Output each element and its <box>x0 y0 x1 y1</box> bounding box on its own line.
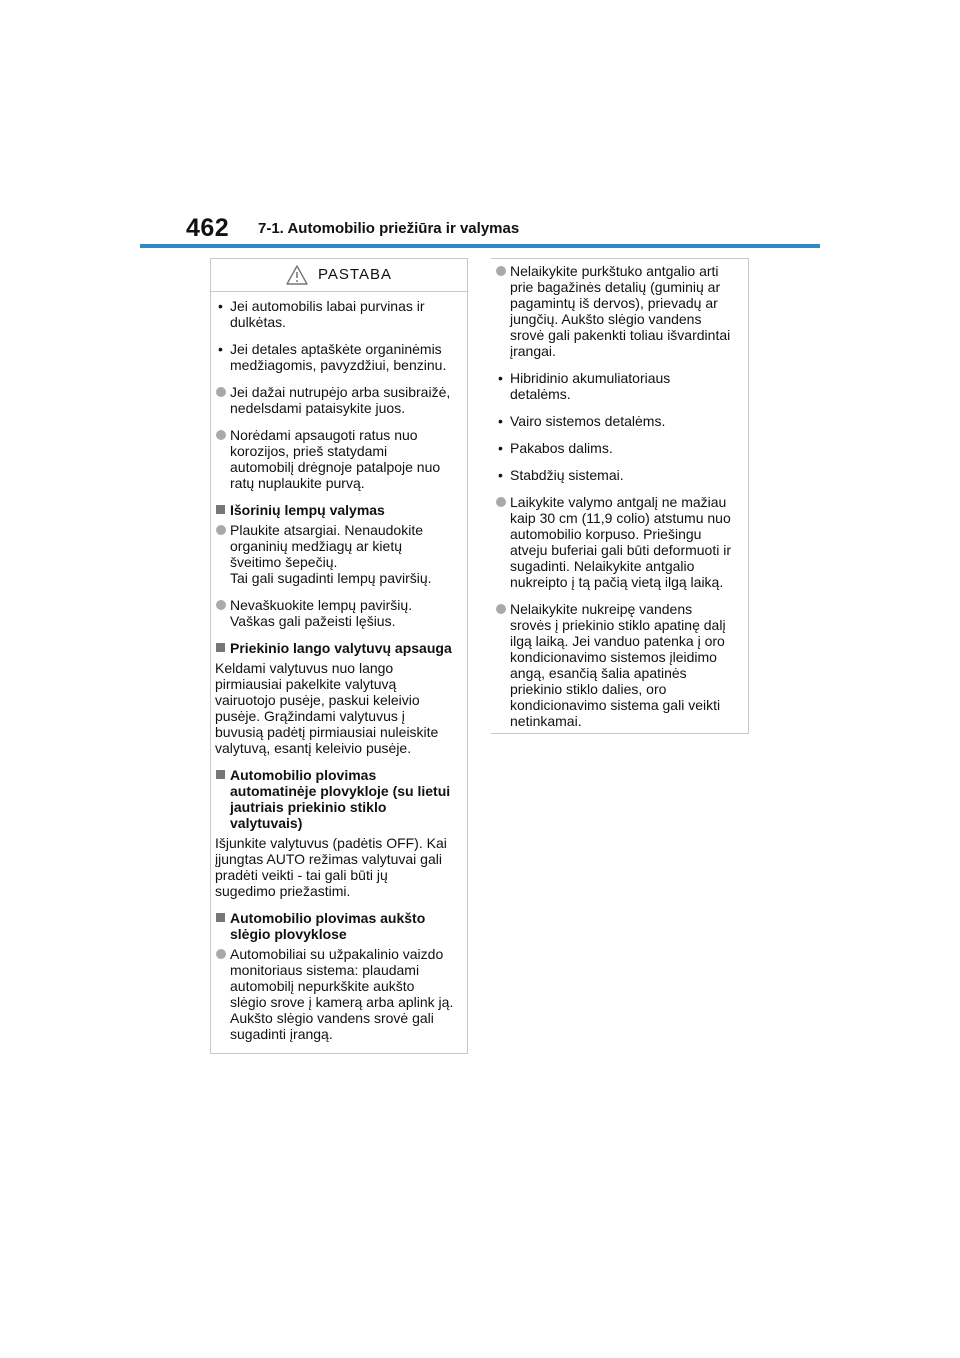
caution-box <box>210 258 468 1054</box>
subheading: Automobilio plovimas automatinėje plovykloje (su lietui jautriais priekinio stiklo valytuvais) <box>215 767 463 831</box>
dot-item: Jei dažai nutrupėjo arba susibraižė, nedelsdami pataisykite juos. <box>215 384 463 416</box>
dot-item: Nevaškuokite lempų paviršių. Vaškas gali pažeisti lęšius. <box>215 597 463 629</box>
caution-box-continued <box>491 258 749 734</box>
caution-body-left <box>211 292 467 1042</box>
caution-body-right <box>491 259 748 729</box>
caution-title: PASTABA <box>318 266 392 283</box>
page-number: 462 <box>186 214 230 242</box>
dot-item: Laikykite valymo antgalį ne mažiau kaip 30 cm (11,9 colio) atstumu nuo automobilio korpuso. Priešingu atveju buferiai gali būti deformuoti ir sugadinti. Nelaikykite antgalio nukreipto į tą pačią vietą ilgą laiką. <box>495 494 744 590</box>
dot-item: Automobiliai su užpakalinio vaizdo monitoriaus sistema: plaudami automobilį nepurkškite aukšto slėgio srove į kamerą arba aplink ją. Aukšto slėgio vandens srovė gali sugadinti įrangą. <box>215 946 463 1042</box>
header-rule <box>140 244 820 248</box>
dot-item: Norėdami apsaugoti ratus nuo korozijos, prieš statydami automobilį drėgnoje patalpoje nuo ratų nuplaukite purvą. <box>215 427 463 491</box>
bullet-item: • Vairo sistemos detalėms. <box>495 413 744 429</box>
bullet-item: • Jei automobilis labai purvinas ir dulkėtas. <box>215 298 463 330</box>
caution-header <box>211 259 467 292</box>
paragraph: Keldami valytuvus nuo lango pirmiausiai pakelkite valytuvą vairuotojo pusėje, paskui keleivio pusėje. Grąžindami valytuvus į buvusią padėtį pirmiausiai nuleiskite valytuvą, esantį keleivio pusėje. <box>215 660 439 756</box>
dot-item: Nelaikykite nukreipę vandens srovės į priekinio stiklo apatinę dalį ilgą laiką. Jei vanduo patenka į oro kondicionavimo sistemos įleidimo angą, esančią šalia apatinės priekinio stiklo dalies, oro kondicionavimo sistema gali veikti netinkamai. <box>495 601 744 729</box>
dot-item: Plaukite atsargiai. Nenaudokite organinių medžiagų ar kietų šveitimo šepečių. Tai gali sugadinti lempų paviršių. <box>215 522 463 586</box>
section-title: 7-1. Automobilio priežiūra ir valymas <box>258 220 520 237</box>
bullet-item: • Jei detales aptaškėte organinėmis medžiagomis, pavyzdžiui, benzinu. <box>215 341 463 373</box>
paragraph: Išjunkite valytuvus (padėtis OFF). Kai įjungtas AUTO režimas valytuvai gali pradėti veikti - tai gali būti jų sugedimo priežastimi. <box>215 835 447 899</box>
subheading: Automobilio plovimas aukšto slėgio plovyklose <box>215 910 463 942</box>
bullet-item: • Hibridinio akumuliatoriaus detalėms. <box>495 370 744 402</box>
bullet-item: • Stabdžių sistemai. <box>495 467 744 483</box>
subheading: Išorinių lempų valymas <box>215 502 463 518</box>
warning-triangle-icon <box>286 265 308 285</box>
dot-item: Nelaikykite purkštuko antgalio arti prie bagažinės detalių (guminių ar pagamintų iš dervos), prievadų ar jungčių. Aukšto slėgio vandens srovė gali pakenkti toliau išvardintai įrangai. <box>495 263 744 359</box>
bullet-item: • Pakabos dalims. <box>495 440 744 456</box>
subheading: Priekinio lango valytuvų apsauga <box>215 640 463 656</box>
